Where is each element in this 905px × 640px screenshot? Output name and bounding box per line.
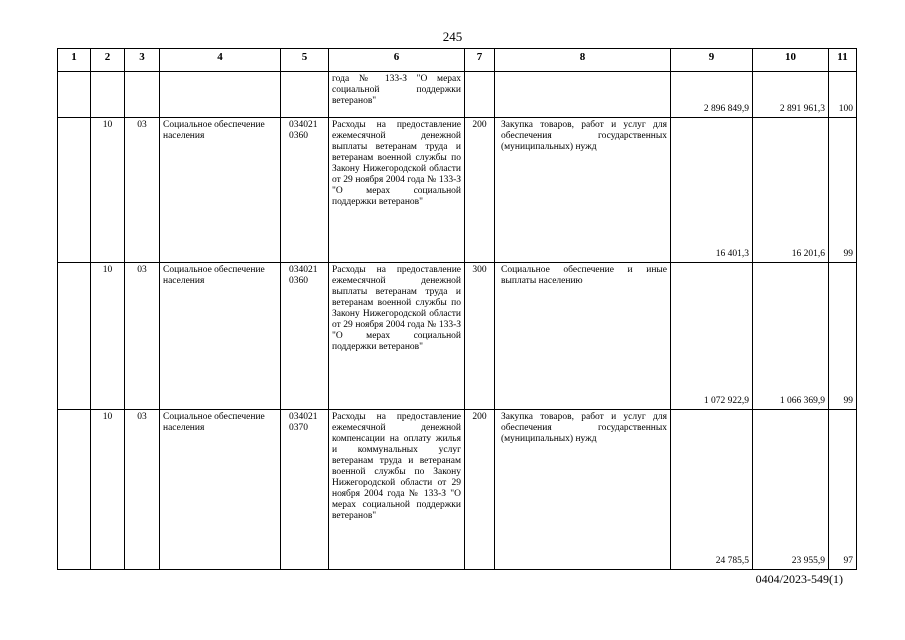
cell-col1 <box>58 118 91 263</box>
column-header: 8 <box>495 49 671 72</box>
column-header: 2 <box>91 49 125 72</box>
cell-expense-type-name: Закупка товаров, работ и услуг для обеспечения государственных (муниципальных) нужд <box>495 118 671 263</box>
column-header: 3 <box>125 49 160 72</box>
cell-target-code <box>281 72 329 118</box>
cell-subsection: 03 <box>125 410 160 570</box>
cell-section: 10 <box>91 263 125 410</box>
cell-expense-type-code: 200 <box>465 118 495 263</box>
cell-expense-type-code: 300 <box>465 263 495 410</box>
document-reference: 0404/2023-549(1) <box>755 572 843 586</box>
cell-col1 <box>58 410 91 570</box>
column-header: 4 <box>160 49 281 72</box>
column-header: 6 <box>329 49 465 72</box>
cell-expense-type-name <box>495 72 671 118</box>
cell-section-name: Социальное обеспечение населения <box>160 410 281 570</box>
cell-subsection: 03 <box>125 263 160 410</box>
cell-expense-type-name: Закупка товаров, работ и услуг для обеспечения государственных (муниципальных) нужд <box>495 410 671 570</box>
cell-actual-amount: 1 066 369,9 <box>753 263 829 410</box>
cell-expense-description: Расходы на предоставление ежемесячной денежной компенсации на оплату жилья и коммунальных услуг ветеранам труда и ветеранам военной службы по Закону Нижегородской области от 29 ноября 2004 года № 133-З "О мерах социальной поддержки ветеранов" <box>329 410 465 570</box>
table-header-row <box>58 49 857 72</box>
cell-expense-description: Расходы на предоставление ежемесячной денежной выплаты ветеранам труда и ветеранам военной службы по Закону Нижегородской области от 29 ноября 2004 года № 133-З "О мерах социальной поддержки ветеранов" <box>329 263 465 410</box>
table-row <box>58 410 857 570</box>
cell-expense-type-code: 200 <box>465 410 495 570</box>
column-header: 11 <box>829 49 857 72</box>
cell-actual-amount: 2 891 961,3 <box>753 72 829 118</box>
column-header: 9 <box>671 49 753 72</box>
cell-percent: 99 <box>829 263 857 410</box>
cell-section: 10 <box>91 410 125 570</box>
column-header: 1 <box>58 49 91 72</box>
cell-expense-type-name: Социальное обеспечение и иные выплаты населению <box>495 263 671 410</box>
cell-section <box>91 72 125 118</box>
cell-percent: 100 <box>829 72 857 118</box>
table-row <box>58 72 857 118</box>
cell-target-code: 034021 0370 <box>281 410 329 570</box>
table-row <box>58 118 857 263</box>
budget-table <box>57 48 857 570</box>
cell-planned-amount: 1 072 922,9 <box>671 263 753 410</box>
cell-col1 <box>58 263 91 410</box>
cell-planned-amount: 2 896 849,9 <box>671 72 753 118</box>
cell-section-name <box>160 72 281 118</box>
column-header: 10 <box>753 49 829 72</box>
cell-percent: 99 <box>829 118 857 263</box>
cell-target-code: 034021 0360 <box>281 263 329 410</box>
cell-expense-description: года № 133-З "О мерах социальной поддержки ветеранов" <box>329 72 465 118</box>
cell-percent: 97 <box>829 410 857 570</box>
cell-section: 10 <box>91 118 125 263</box>
cell-actual-amount: 23 955,9 <box>753 410 829 570</box>
cell-subsection: 03 <box>125 118 160 263</box>
cell-expense-type-code <box>465 72 495 118</box>
cell-planned-amount: 24 785,5 <box>671 410 753 570</box>
cell-section-name: Социальное обеспечение населения <box>160 118 281 263</box>
cell-actual-amount: 16 201,6 <box>753 118 829 263</box>
table-row <box>58 263 857 410</box>
cell-subsection <box>125 72 160 118</box>
cell-section-name: Социальное обеспечение населения <box>160 263 281 410</box>
cell-col1 <box>58 72 91 118</box>
column-header: 5 <box>281 49 329 72</box>
page-number: 245 <box>442 29 463 44</box>
column-header: 7 <box>465 49 495 72</box>
cell-expense-description: Расходы на предоставление ежемесячной денежной выплаты ветеранам труда и ветеранам военной службы по Закону Нижегородской области от 29 ноября 2004 года № 133-З "О мерах социальной поддержки ветеранов" <box>329 118 465 263</box>
cell-planned-amount: 16 401,3 <box>671 118 753 263</box>
cell-target-code: 034021 0360 <box>281 118 329 263</box>
